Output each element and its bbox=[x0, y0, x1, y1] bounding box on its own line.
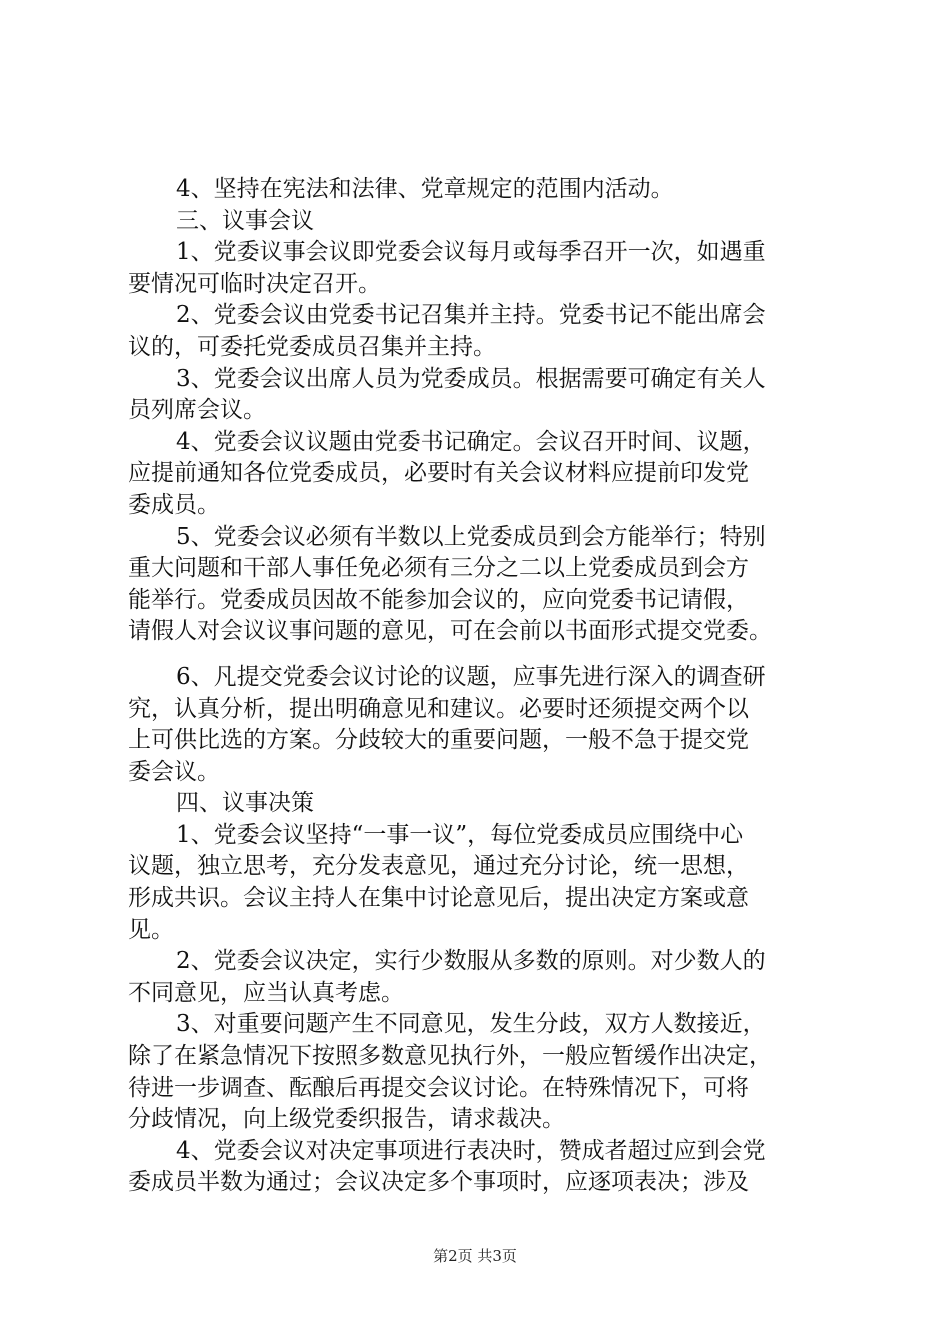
text-line: 2、党委会议决定，实行少数服从多数的原则。对少数人的 bbox=[176, 948, 766, 975]
text-line: 请假人对会议议事问题的意见，可在会前以书面形式提交党委。 bbox=[128, 618, 772, 645]
text-line: 1、党委会议坚持“一事一议”，每位党委成员应围绕中心 bbox=[176, 821, 744, 848]
text-line: 6、凡提交党委会议讨论的议题，应事先进行深入的调查研 bbox=[176, 663, 766, 690]
text-line: 分歧情况，向上级党委织报告，请求裁决。 bbox=[128, 1106, 565, 1133]
text-line: 待进一步调查、酝酿后再提交会议讨论。在特殊情况下，可将 bbox=[128, 1074, 749, 1101]
text-line: 2、党委会议由党委书记召集并主持。党委书记不能出席会 bbox=[176, 302, 766, 329]
text-line: 能举行。党委成员因故不能参加会议的，应向党委书记请假， bbox=[128, 586, 749, 613]
text-line: 要情况可临时决定召开。 bbox=[128, 270, 381, 297]
text-line: 应提前通知各位党委成员，必要时有关会议材料应提前印发党 bbox=[128, 460, 749, 487]
text-line: 重大问题和干部人事任免必须有三分之二以上党委成员到会方 bbox=[128, 555, 749, 582]
text-line: 议题，独立思考，充分发表意见，通过充分讨论，统一思想， bbox=[128, 853, 749, 880]
text-line: 3、对重要问题产生不同意见，发生分歧，双方人数接近， bbox=[176, 1011, 766, 1038]
page-footer: 第2页 共3页 bbox=[433, 1247, 517, 1265]
text-line: 1、党委议事会议即党委会议每月或每季召开一次，如遇重 bbox=[176, 239, 766, 266]
text-line: 3、党委会议出席人员为党委成员。根据需要可确定有关人 bbox=[176, 365, 766, 392]
text-line: 议的，可委托党委成员召集并主持。 bbox=[128, 333, 496, 360]
text-line: 三、议事会议 bbox=[176, 207, 314, 234]
text-line: 4、党委会议对决定事项进行表决时，赞成者超过应到会党 bbox=[176, 1137, 766, 1164]
text-line: 不同意见，应当认真考虑。 bbox=[128, 979, 404, 1006]
document-body bbox=[128, 174, 840, 1199]
text-line: 委成员。 bbox=[128, 491, 220, 518]
text-line: 形成共识。会议主持人在集中讨论意见后，提出决定方案或意 bbox=[128, 885, 749, 912]
text-line: 见。 bbox=[128, 916, 174, 943]
text-line: 委成员半数为通过；会议决定多个事项时，应逐项表决；涉及 bbox=[128, 1169, 749, 1196]
text-line: 究，认真分析，提出明确意见和建议。必要时还须提交两个以 bbox=[128, 695, 749, 722]
text-line: 员列席会议。 bbox=[128, 397, 266, 424]
text-line: 四、议事决策 bbox=[176, 790, 314, 817]
text-line: 上可供比选的方案。分歧较大的重要问题，一般不急于提交党 bbox=[128, 727, 749, 754]
text-line: 委会议。 bbox=[128, 758, 220, 785]
text-line: 4、坚持在宪法和法律、党章规定的范围内活动。 bbox=[176, 176, 674, 202]
text-line: 5、党委会议必须有半数以上党委成员到会方能举行；特别 bbox=[176, 523, 766, 550]
paragraph-gap bbox=[128, 648, 840, 662]
text-line: 4、党委会议议题由党委书记确定。会议召开时间、议题， bbox=[176, 428, 766, 455]
text-line: 除了在紧急情况下按照多数意见执行外，一般应暂缓作出决定， bbox=[128, 1043, 772, 1070]
